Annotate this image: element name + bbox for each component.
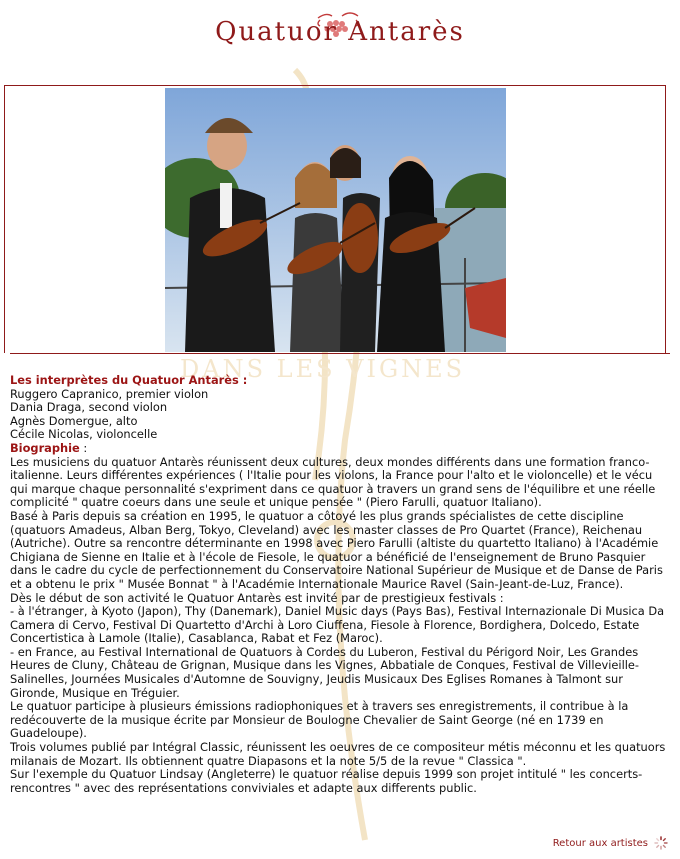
- performer-1: Ruggero Capranico, premier violon: [10, 386, 209, 401]
- performer-4: Cécile Nicolas, violoncelle: [10, 427, 158, 442]
- performers-title: Les interprètes du Quatuor Antarès :: [10, 373, 248, 387]
- divider: [10, 353, 670, 354]
- bio-paragraph-5: - en France, au Festival International de Quatuors à Cordes du Luberon, Festival du Périgord Noir, Les Grandes Heures de Cluny, Château de Grignan, Musique dans les Vignes, Abbatiale de Conques, Festival de Villevieille-Salinelles, Journées Musicales d'Automne de Souvigny, Jeudis Musicaux Des Eglises Romanes à Talmont sur Gironde, Musique en Tréguier.: [10, 644, 640, 700]
- bio-paragraph-4: - à l'étranger, à Kyoto (Japon), Thy (Danemark), Daniel Music days (Pays Bas), Festival Internazionale Di Musica Da Camera di Cervo, Festival Di Quartetto d'Archi à Loro Ciuffena, Fiesole à Florence, Bordighera, Dolcedo, Estate Concertistica à Lamole (Italie), Casablanca, Rabat et Fez (Maroc).: [10, 604, 665, 646]
- logo-text: Quatuor Antarès: [215, 17, 465, 47]
- biography-colon: :: [79, 440, 88, 455]
- performer-3: Agnès Domergue, alto: [10, 413, 138, 428]
- biography-heading: [10, 442, 670, 456]
- site-logo[interactable]: [0, 8, 680, 56]
- back-to-artists-link[interactable]: [553, 836, 668, 850]
- quartet-photo: [165, 88, 506, 352]
- bio-paragraph-1: Les musiciens du quatuor Antarès réunissent deux cultures, deux mondes différents dans une formation franco-italienne. Leurs différentes expériences ( l'Italie pour les violons, la France pour l'alto et le violoncelle) et le vécu qui marque chaque personnalité s'expriment dans ce quatuor à travers un grand sens de l'équilibre et une réelle complicité " quatre coeurs dans une seule et unique pensée " (Piero Farulli, quatuor Italiano).: [10, 454, 656, 510]
- bio-paragraph-8: Sur l'exemple du Quatuor Lindsay (Angleterre) le quatuor réalise depuis 1999 son projet intitulé " les concerts-rencontres " avec des représentations conviviales et adapte aux differents public.: [10, 767, 643, 795]
- watermark-text: DANS LES VIGNES: [180, 355, 466, 383]
- performer-2: Dania Draga, second violon: [10, 400, 168, 415]
- biography-title: Biographie: [10, 440, 80, 455]
- spinner-icon: [654, 836, 668, 850]
- back-to-artists-label: Retour aux artistes: [552, 837, 648, 849]
- bio-paragraph-3: Dès le début de son activité le Quatuor Antarès est invité par de prestigieux festivals :: [10, 590, 504, 605]
- bio-paragraph-6: Le quatuor participe à plusieurs émissions radiophoniques et à travers ses enregistrements, il contribue à la redécouverte de la musique écrite par Monsieur de Boulogne Chevalier de Saint George (né en 1739 en Guadeloupe).: [10, 699, 629, 741]
- bio-paragraph-7: Trois volumes publié par Intégral Classic, réunissent les oeuvres de ce compositeur métis méconnu et les quatuors milanais de Mozart. Ils obtiennent quatre Diapasons et la note 5/5 de la revue " Classica ".: [10, 740, 666, 768]
- bio-paragraph-2: Basé à Paris depuis sa création en 1995, le quatuor a côtoyé les plus grands spécialistes de cette discipline (quatuors Amadeus, Alban Berg, Tokyo, Cleveland) avec les master classes de Pro Quartet (France), Reichenau (Autriche). Outre sa rencontre déterminante en 1998 avec Piero Farulli (altiste du quartetto Italiano) à l'Académie Chigiana de Sienne en Italie et à l'école de Fiesole, le quatuor a bénéficié de l'enseignement de Bruno Pasquier dans le cadre du cycle de perfectionnement du Conservatoire National Supérieur de Musique et de Danse de Paris et a obtenu le prix " Musée Bonnat " à l'Académie Internationale Maurice Ravel (Sain-Jeant-de-Luz, France).: [10, 508, 663, 591]
- main-content: [10, 374, 670, 795]
